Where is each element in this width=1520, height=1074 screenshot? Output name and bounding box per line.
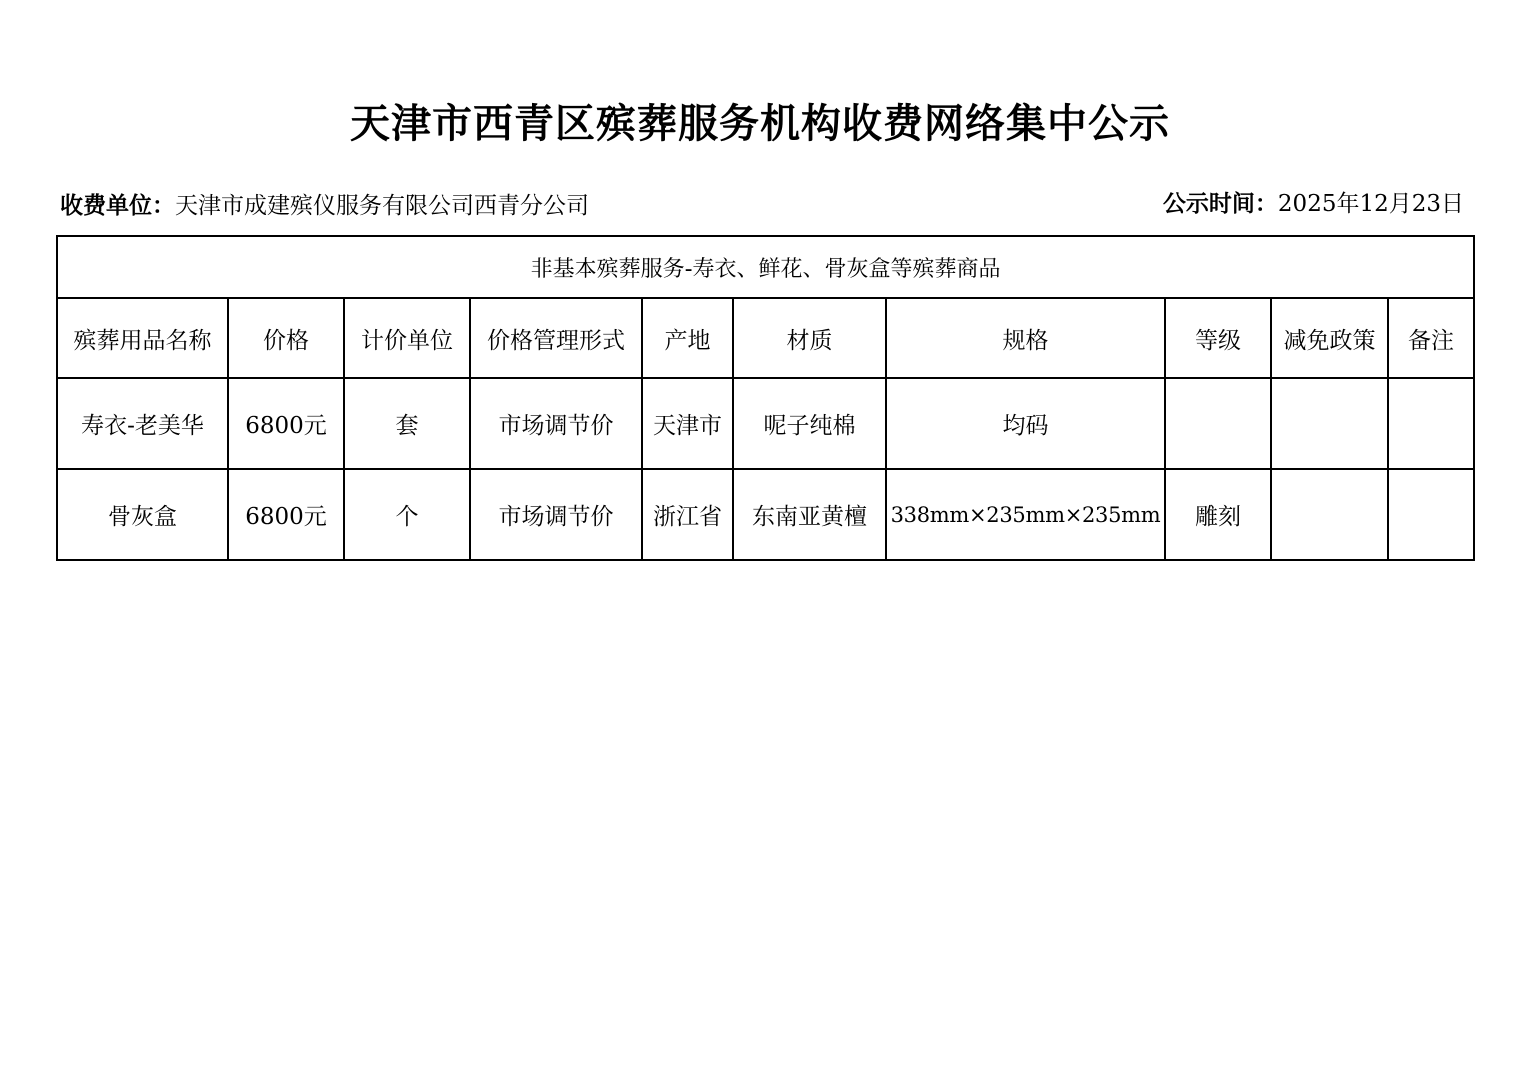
publish-date xyxy=(1163,188,1464,220)
fee-unit-label: 收费单位： xyxy=(60,193,175,219)
cell-material: 东南亚黄檀 xyxy=(733,469,886,560)
fee-unit-value: 天津市成建殡仪服务有限公司西青分公司 xyxy=(175,193,589,219)
header-material: 材质 xyxy=(733,298,886,378)
header-grade: 等级 xyxy=(1165,298,1271,378)
header-price: 价格 xyxy=(228,298,344,378)
cell-unit: 个 xyxy=(344,469,470,560)
cell-unit: 套 xyxy=(344,378,470,469)
cell-origin: 浙江省 xyxy=(642,469,733,560)
cell-price: 6800元 xyxy=(228,378,344,469)
cell-remark xyxy=(1388,378,1474,469)
section-title: 非基本殡葬服务-寿衣、鲜花、骨灰盒等殡葬商品 xyxy=(57,236,1474,298)
cell-material: 呢子纯棉 xyxy=(733,378,886,469)
table-row xyxy=(57,378,1474,469)
cell-spec: 均码 xyxy=(886,378,1165,469)
table-row xyxy=(57,469,1474,560)
section-row xyxy=(57,236,1474,298)
header-unit: 计价单位 xyxy=(344,298,470,378)
header-row xyxy=(57,298,1474,378)
cell-name: 寿衣-老美华 xyxy=(57,378,228,469)
header-price-form: 价格管理形式 xyxy=(470,298,642,378)
page-title: 天津市西青区殡葬服务机构收费网络集中公示 xyxy=(350,100,1170,147)
cell-relief-policy xyxy=(1271,378,1388,469)
cell-price-form: 市场调节价 xyxy=(470,469,642,560)
publish-date-value: 2025年12月23日 xyxy=(1277,191,1464,217)
header-origin: 产地 xyxy=(642,298,733,378)
header-relief-policy: 减免政策 xyxy=(1271,298,1388,378)
cell-price-form: 市场调节价 xyxy=(470,378,642,469)
publish-date-label: 公示时间： xyxy=(1162,191,1278,217)
cell-name: 骨灰盒 xyxy=(57,469,228,560)
header-spec: 规格 xyxy=(886,298,1165,378)
fee-unit xyxy=(60,190,589,222)
cell-grade: 雕刻 xyxy=(1165,469,1271,560)
header-name: 殡葬用品名称 xyxy=(57,298,228,378)
cell-relief-policy xyxy=(1271,469,1388,560)
cell-price: 6800元 xyxy=(228,469,344,560)
cell-spec: 338mm×235mm×235mm xyxy=(886,469,1165,560)
cell-remark xyxy=(1388,469,1474,560)
fee-table xyxy=(56,235,1475,561)
cell-origin: 天津市 xyxy=(642,378,733,469)
cell-grade xyxy=(1165,378,1271,469)
header-remark: 备注 xyxy=(1388,298,1474,378)
